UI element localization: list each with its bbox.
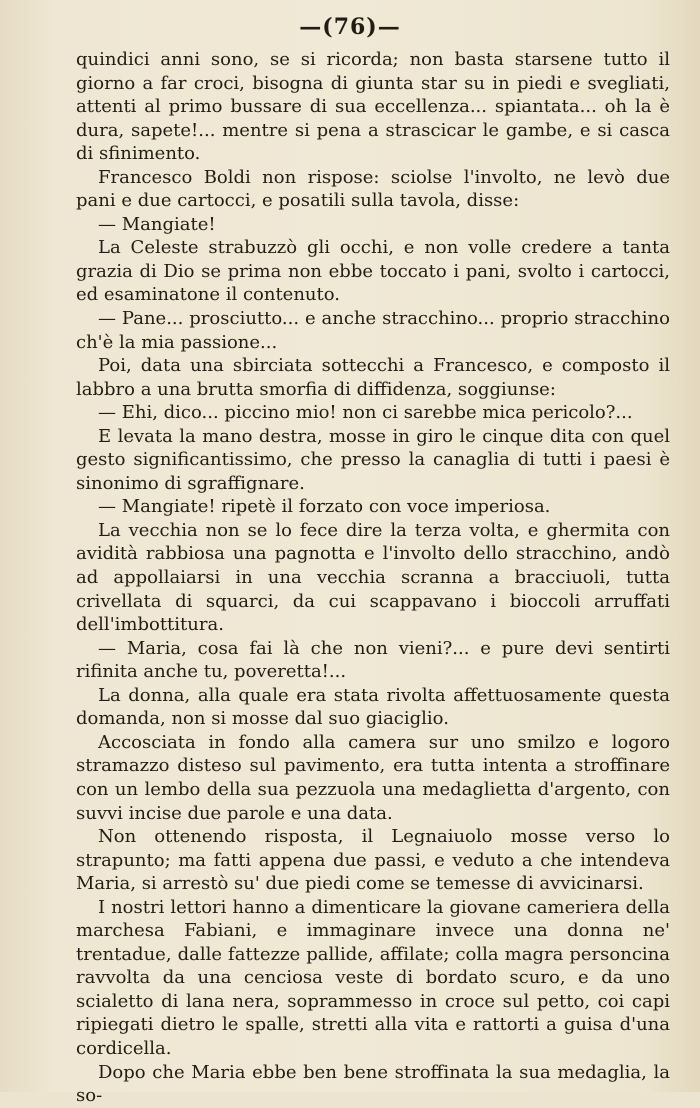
paragraph: — Mangiate!	[98, 213, 216, 235]
paragraph: La vecchia non se lo fece dire la terza volta, e ghermita con avidità rabbiosa una pagnotta e l'involto dello stracchino, andò ad appollaiarsi in una vecchia scranna a bracciuoli, tutta crivellata di squarci, da cui scappavano i bioccoli arruffati dell'imbottitura.	[76, 519, 670, 636]
paragraph: quindici anni sono, se si ricorda; non basta starsene tutto il giorno a far croci, bisogna di giunta star su in piedi e svegliati, attenti al primo bussare di sua eccellenza... spiantata... oh la è dura, sapete!... mentre si pena a strascicar le gambe, e si casca di sfinimento.	[76, 49, 670, 165]
paragraph: Dopo che Maria ebbe ben bene stroffinata la sua medaglia, la so-	[76, 1061, 670, 1107]
paragraph: — Pane... prosciutto... e anche stracchino... proprio stracchino ch'è la mia passione...	[76, 308, 670, 353]
paragraph: La donna, alla quale era stata rivolta affettuosamente questa domanda, non si mosse dal suo giaciglio.	[76, 684, 670, 730]
paragraph: — Mangiate! ripetè il forzato con voce imperiosa.	[98, 496, 551, 518]
paragraph: La Celeste strabuzzò gli occhi, e non volle credere a tanta grazia di Dio se prima non ebbe toccato i pani, svolto i cartocci, ed esaminatone il contenuto.	[76, 237, 670, 306]
paragraph: E levata la mano destra, mosse in giro le cinque dita con quel gesto significantissimo, che presso la canaglia di tutti i paesi è sinonimo di sgraffignare.	[76, 425, 670, 494]
paragraph: I nostri lettori hanno a dimenticare la giovane cameriera della marchesa Fabiani, e immaginare invece una donna ne' trentadue, dalle fattezze pallide, affilate; colla magra personcina ravvolta da una cenciosa veste di bordato scuro, e da uno scialetto di lana nera, soprammesso in croce sul petto, coi capi ripiegati dietro le spalle, stretti alla vita e rattorti a guisa d'una cordicella.	[76, 896, 670, 1059]
paragraph: Accosciata in fondo alla camera sur uno smilzo e logoro stramazzo disteso sul pavimento, era tutta intenta a stroffinare con un lembo della sua pezzuola una medaglietta d'argento, con suvvi incise due parole e una data.	[76, 731, 670, 824]
page-number: —(76)—	[299, 14, 401, 40]
paragraph: Francesco Boldi non rispose: sciolse l'involto, ne levò due pani e due cartocci, e posatili sulla tavola, disse:	[76, 166, 670, 212]
page-body	[76, 48, 670, 1108]
paragraph: — Maria, cosa fai là che non vieni?... e pure devi sentirti rifinita anche tu, poveretta!...	[76, 637, 670, 683]
paragraph: Non ottenendo risposta, il Legnaiuolo mosse verso lo strapunto; ma fatti appena due passi, e veduto a che intendeva Maria, si arrestò su' due piedi come se temesse di avvicinarsi.	[76, 826, 670, 895]
paragraph: — Ehi, dico... piccino mio! non ci sarebbe mica pericolo?...	[98, 402, 633, 424]
paragraph: Poi, data una sbirciata sottecchi a Francesco, e composto il labbro a una brutta smorfia di diffidenza, soggiunse:	[76, 355, 670, 400]
